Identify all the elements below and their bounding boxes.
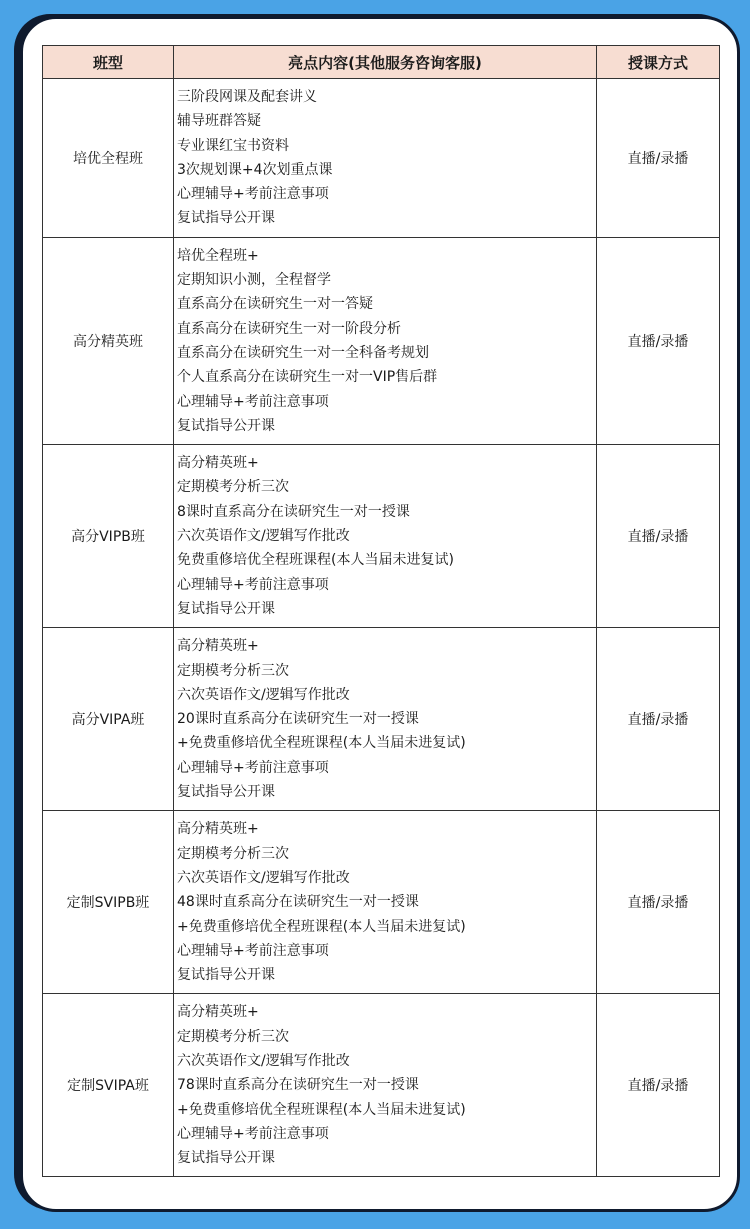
table-row bbox=[43, 79, 720, 238]
class-name-cell: 高分VIPB班 bbox=[43, 445, 174, 628]
feature-line: 定期模考分析三次 bbox=[177, 662, 289, 679]
feature-line: 心理辅导+考前注意事项 bbox=[177, 186, 329, 203]
feature-line: 六次英语作文/逻辑写作批改 bbox=[177, 686, 350, 703]
feature-line: 高分精英班+ bbox=[177, 638, 259, 655]
teaching-mode-cell: 直播/录播 bbox=[597, 237, 720, 444]
feature-line: 高分精英班+ bbox=[177, 455, 259, 472]
feature-line: +免费重修培优全程班课程(本人当届未进复试) bbox=[177, 1101, 466, 1118]
header-highlights: 亮点内容(其他服务咨询客服) bbox=[174, 46, 597, 79]
feature-line: 高分精英班+ bbox=[177, 821, 259, 838]
class-name-cell: 高分精英班 bbox=[43, 237, 174, 444]
feature-line: 三阶段网课及配套讲义 bbox=[177, 89, 317, 105]
feature-line: 78课时直系高分在读研究生一对一授课 bbox=[177, 1077, 419, 1094]
table-header-row bbox=[43, 46, 720, 79]
feature-line: 六次英语作文/逻辑写作批改 bbox=[177, 528, 350, 545]
feature-line: 定期知识小测，全程督学 bbox=[177, 272, 331, 289]
features-cell bbox=[174, 994, 597, 1177]
class-name-cell: 培优全程班 bbox=[43, 79, 174, 238]
feature-line: 心理辅导+考前注意事项 bbox=[177, 759, 329, 776]
class-name-cell: 定制SVIPA班 bbox=[43, 994, 174, 1177]
feature-line: 定期模考分析三次 bbox=[177, 845, 289, 862]
feature-line: 8课时直系高分在读研究生一对一授课 bbox=[177, 503, 410, 520]
feature-line: 复试指导公开课 bbox=[177, 600, 275, 617]
feature-line: +免费重修培优全程班课程(本人当届未进复试) bbox=[177, 735, 466, 752]
features-cell bbox=[174, 79, 597, 238]
header-teaching-mode: 授课方式 bbox=[597, 46, 720, 79]
teaching-mode-cell: 直播/录播 bbox=[597, 628, 720, 811]
table-row bbox=[43, 445, 720, 628]
feature-line: 六次英语作文/逻辑写作批改 bbox=[177, 1052, 350, 1069]
feature-line: 心理辅导+考前注意事项 bbox=[177, 393, 329, 410]
feature-line: 直系高分在读研究生一对一阶段分析 bbox=[177, 320, 401, 337]
feature-line: 20课时直系高分在读研究生一对一授课 bbox=[177, 711, 419, 728]
feature-line: 复试指导公开课 bbox=[177, 417, 275, 434]
feature-line: 定期模考分析三次 bbox=[177, 1028, 289, 1045]
table-row bbox=[43, 237, 720, 444]
feature-line: 3次规划课+4次划重点课 bbox=[177, 161, 333, 178]
features-cell bbox=[174, 811, 597, 994]
feature-line: 培优全程班+ bbox=[177, 247, 259, 264]
table-row bbox=[43, 628, 720, 811]
table-row bbox=[43, 811, 720, 994]
features-cell bbox=[174, 445, 597, 628]
feature-line: 个人直系高分在读研究生一对一VIP售后群 bbox=[177, 369, 438, 386]
feature-line: 六次英语作文/逻辑写作批改 bbox=[177, 869, 350, 886]
feature-line: 定期模考分析三次 bbox=[177, 479, 289, 496]
course-table bbox=[42, 45, 720, 1177]
class-name-cell: 高分VIPA班 bbox=[43, 628, 174, 811]
table-row bbox=[43, 994, 720, 1177]
feature-line: 直系高分在读研究生一对一答疑 bbox=[177, 296, 373, 313]
feature-line: 免费重修培优全程班课程(本人当届未进复试) bbox=[177, 552, 454, 569]
teaching-mode-cell: 直播/录播 bbox=[597, 79, 720, 238]
feature-line: 心理辅导+考前注意事项 bbox=[177, 1125, 329, 1142]
feature-line: +免费重修培优全程班课程(本人当届未进复试) bbox=[177, 918, 466, 935]
teaching-mode-cell: 直播/录播 bbox=[597, 994, 720, 1177]
feature-line: 心理辅导+考前注意事项 bbox=[177, 576, 329, 593]
feature-line: 辅导班群答疑 bbox=[177, 113, 261, 130]
teaching-mode-cell: 直播/录播 bbox=[597, 811, 720, 994]
feature-line: 复试指导公开课 bbox=[177, 784, 275, 801]
feature-line: 复试指导公开课 bbox=[177, 967, 275, 984]
feature-line: 高分精英班+ bbox=[177, 1004, 259, 1021]
features-cell bbox=[174, 237, 597, 444]
feature-line: 专业课红宝书资料 bbox=[177, 137, 289, 154]
feature-line: 复试指导公开课 bbox=[177, 1150, 275, 1167]
header-class-type: 班型 bbox=[43, 46, 174, 79]
teaching-mode-cell: 直播/录播 bbox=[597, 445, 720, 628]
feature-line: 48课时直系高分在读研究生一对一授课 bbox=[177, 894, 419, 911]
feature-line: 心理辅导+考前注意事项 bbox=[177, 942, 329, 959]
features-cell bbox=[174, 628, 597, 811]
feature-line: 复试指导公开课 bbox=[177, 210, 275, 227]
class-name-cell: 定制SVIPB班 bbox=[43, 811, 174, 994]
feature-line: 直系高分在读研究生一对一全科备考规划 bbox=[177, 344, 429, 361]
